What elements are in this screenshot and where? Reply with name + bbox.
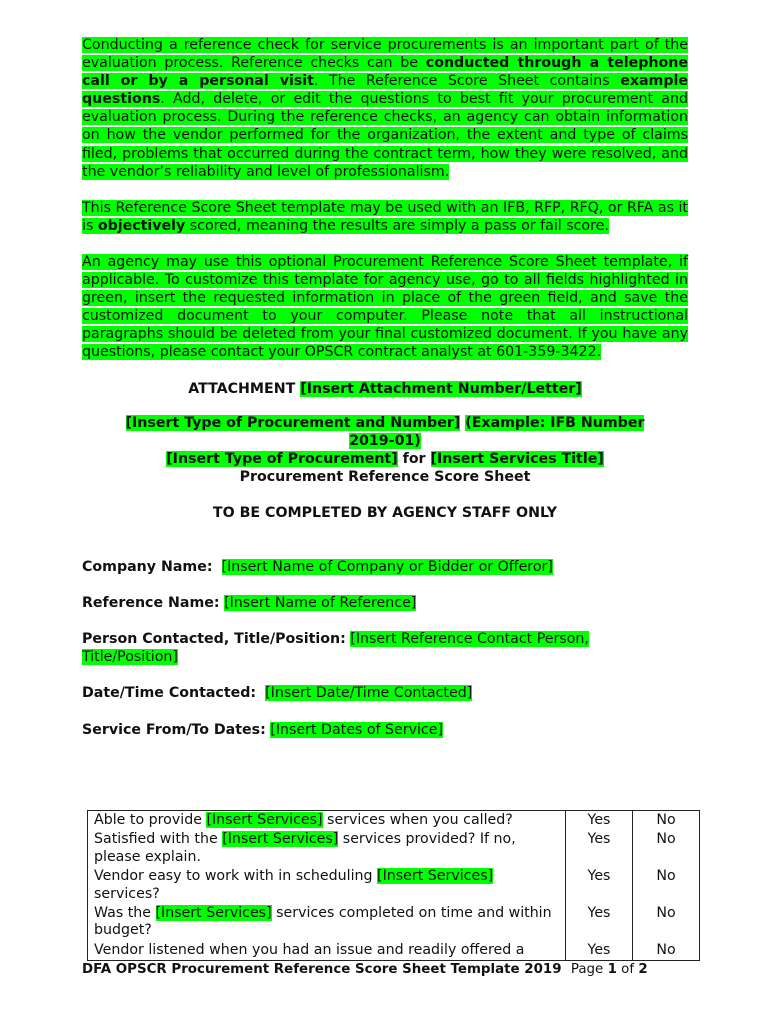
procurement-heading: [Insert Type of Procurement and Number] (Example: IFB Number 2019-01) [Insert Type of Procurement] for [Insert Services Title] Procurement Reference Score Sheet xyxy=(125,414,645,485)
type-field: [Insert Type of Procurement] xyxy=(166,450,398,467)
answer-yes[interactable]: Yes xyxy=(566,867,633,904)
services-field: [Insert Services] xyxy=(155,905,272,922)
answer-yes[interactable]: Yes xyxy=(566,904,633,941)
services-field: [Insert Services] xyxy=(377,868,494,885)
highlighted-text: Conducting a reference check for service procurements is an important part of the evaluation process. Reference checks can be conducted through a telephone call or by a personal visit. The Reference Score Sheet contains example questions. Add, delete, or edit the questions to best fit your procurement and evaluation process. During the reference checks, an agency can obtain information on how the vendor performed for the organization, the extent and type of claims filed, problems that occurred during the contract term, how they were resolved, and the vendor’s reliability and level of professionalism. xyxy=(82,37,688,180)
answer-no[interactable]: No xyxy=(633,941,700,961)
question-row xyxy=(88,904,700,941)
person-contacted-field: Person Contacted, Title/Position: [Insert Reference Contact Person, Title/Position] xyxy=(82,631,589,666)
type-number-field: [Insert Type of Procurement and Number] xyxy=(125,414,461,431)
answer-yes[interactable]: Yes xyxy=(566,830,633,867)
date-time-value: [Insert Date/Time Contacted] xyxy=(265,685,473,702)
attachment-field: [Insert Attachment Number/Letter] xyxy=(300,380,582,397)
staff-only-heading: TO BE COMPLETED BY AGENCY STAFF ONLY xyxy=(212,504,558,521)
question-text: Was the [Insert Services] services completed on time and within budget? xyxy=(88,904,566,941)
reference-questions-table xyxy=(87,810,700,961)
services-field: [Insert Services] xyxy=(222,831,339,848)
service-dates-value: [Insert Dates of Service] xyxy=(270,721,443,738)
services-title-field: [Insert Services Title] xyxy=(430,450,604,467)
reference-name-value: [Insert Name of Reference] xyxy=(224,595,417,612)
instruction-paragraph-3 xyxy=(82,253,688,362)
question-text: Able to provide [Insert Services] services when you called? xyxy=(88,811,566,831)
question-row xyxy=(88,941,700,961)
page-footer xyxy=(82,962,682,977)
question-text: Vendor listened when you had an issue and readily offered a xyxy=(88,941,566,961)
highlighted-text: An agency may use this optional Procurement Reference Score Sheet template, if applicable. To customize this template for agency use, go to all fields highlighted in green, insert the requested information in place of the green field, and save the customized document to your computer. Please note that all instructional paragraphs should be deleted from your final customized document. If you have any questions, please contact your OPSCR contract analyst at 601-359-3422. xyxy=(82,253,688,361)
page-indicator: Page 1 of 2 xyxy=(570,962,648,977)
answer-no[interactable]: No xyxy=(633,811,700,831)
services-field: [Insert Services] xyxy=(206,812,323,828)
answer-no[interactable]: No xyxy=(633,830,700,867)
instruction-paragraph-1 xyxy=(82,36,688,181)
date-time-field: Date/Time Contacted: [Insert Date/Time Contacted] xyxy=(82,685,473,702)
question-text: Satisfied with the [Insert Services] services provided? If no, please explain. xyxy=(88,830,566,867)
answer-no[interactable]: No xyxy=(633,904,700,941)
highlighted-text: This Reference Score Sheet template may be used with an IFB, RFP, RFQ, or RFA as it is objectively scored, meaning the results are simply a pass or fail score. xyxy=(82,199,688,234)
question-row xyxy=(88,830,700,867)
answer-yes[interactable]: Yes xyxy=(566,811,633,831)
instruction-paragraph-2 xyxy=(82,199,688,235)
example-field: (Example: IFB Number 2019-01) xyxy=(349,414,645,449)
reference-name-field: Reference Name: [Insert Name of Reference] xyxy=(82,595,417,612)
person-contacted-value: [Insert Reference Contact Person, Title/Position] xyxy=(82,631,589,666)
question-row xyxy=(88,811,700,831)
question-row xyxy=(88,867,700,904)
company-name-value: [Insert Name of Company or Bidder or Offeror] xyxy=(221,559,553,576)
attachment-heading: ATTACHMENT [Insert Attachment Number/Letter] xyxy=(188,380,582,397)
company-name-field: Company Name: [Insert Name of Company or Bidder or Offeror] xyxy=(82,559,553,576)
sheet-title: Procurement Reference Score Sheet xyxy=(239,468,531,485)
answer-no[interactable]: No xyxy=(633,867,700,904)
footer-title: DFA OPSCR Procurement Reference Score Sheet Template 2019 xyxy=(82,962,562,977)
document-page xyxy=(82,36,688,739)
service-dates-field: Service From/To Dates: [Insert Dates of Service] xyxy=(82,721,443,738)
answer-yes[interactable]: Yes xyxy=(566,941,633,961)
question-text: Vendor easy to work with in scheduling [Insert Services] services? xyxy=(88,867,566,904)
